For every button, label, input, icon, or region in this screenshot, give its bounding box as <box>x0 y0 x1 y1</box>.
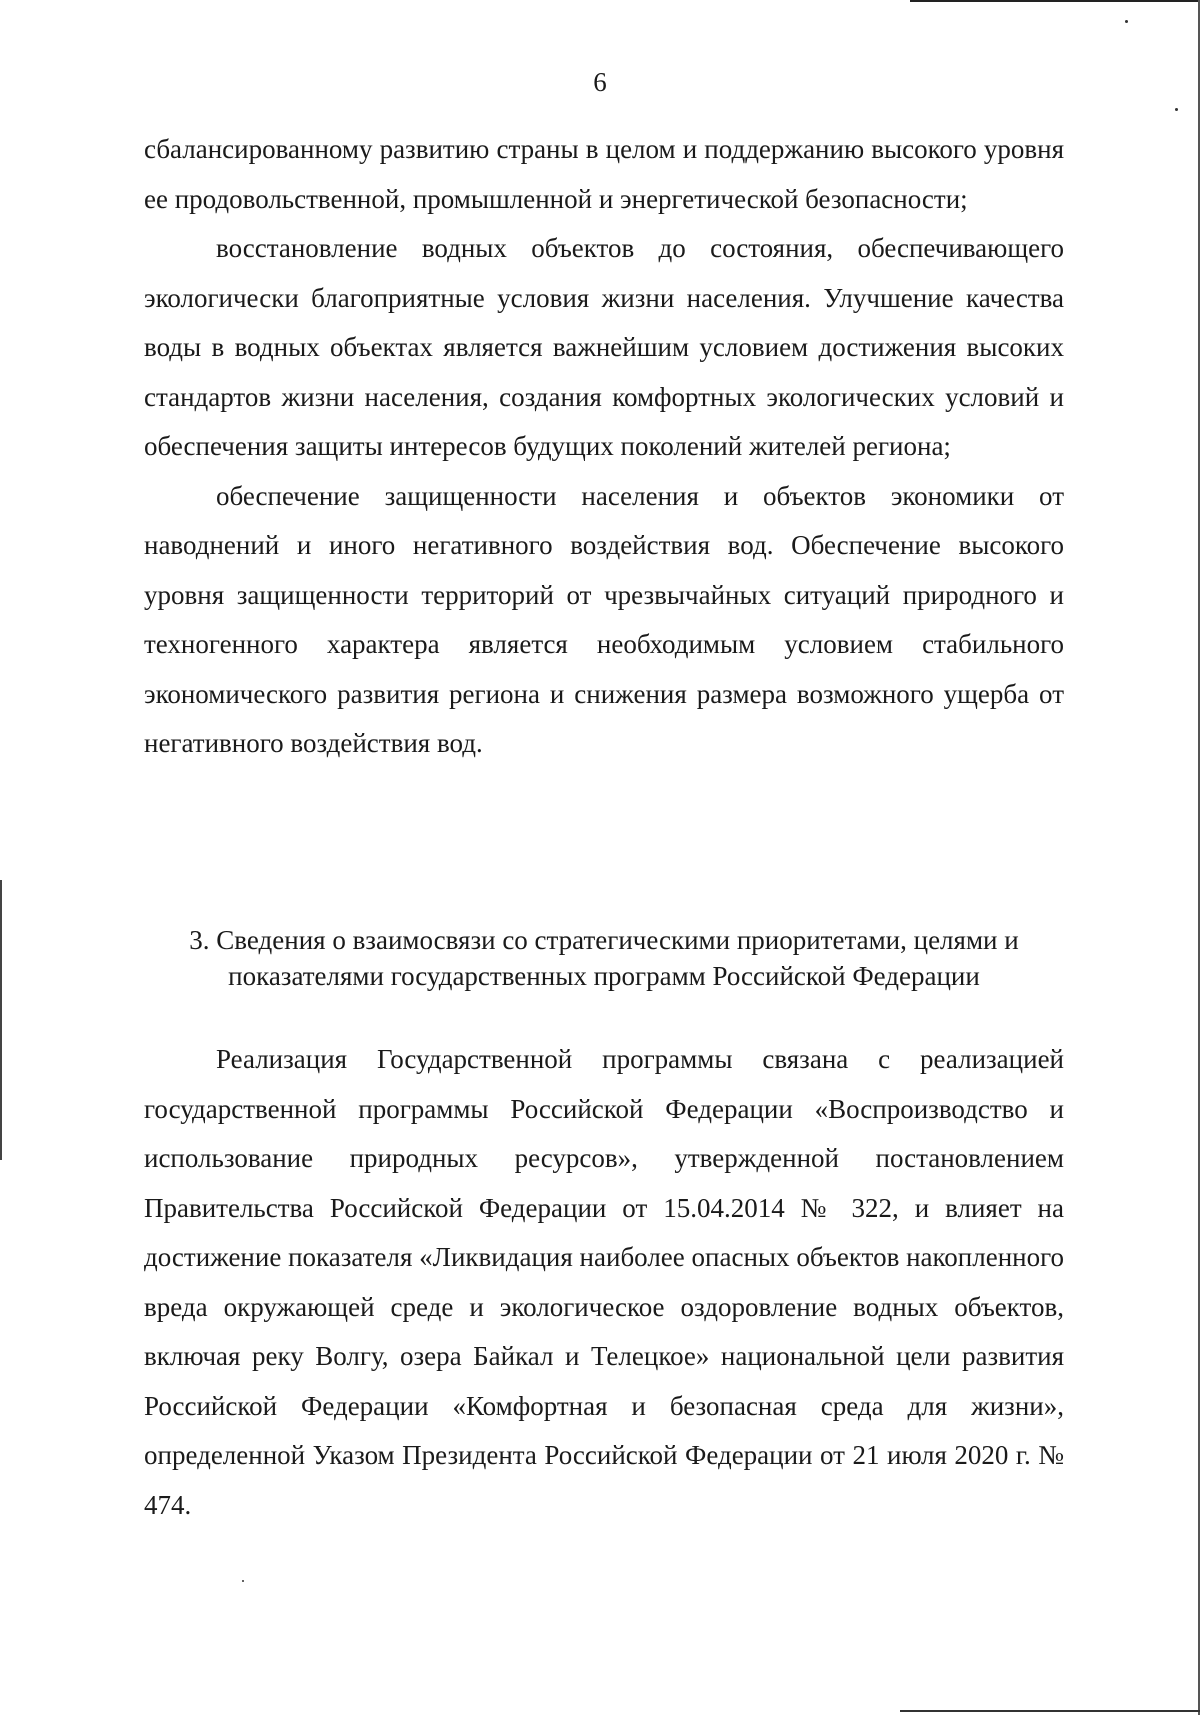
scan-speck <box>1175 108 1178 111</box>
paragraph: обеспечение защищенности населения и объектов экономики от наводнений и иного негативного воздействия вод. Обеспечение высокого уровня защищенности территорий от чрезвычайных ситуаций природного и техногенного характера является необходимым условием стабильного экономического развития региона и снижения размера возможного ущерба от негативного воздействия вод. <box>144 480 1064 758</box>
section-heading-line-1: 3. Сведения о взаимосвязи со стратегическими приоритетами, целями и <box>189 925 1019 955</box>
body-text-block-1 <box>144 125 1064 769</box>
paragraph: восстановление водных объектов до состояния, обеспечивающего экологически благоприятные условия жизни населения. Улучшение качества воды в водных объектах является важнейшим условием достижения высоких стандартов жизни населения, создания комфортных экологических условий и обеспечения защиты интересов будущих поколений жителей региона; <box>144 233 1064 461</box>
paragraph: Реализация Государственной программы связана с реализацией государственной программы Российской Федерации «Воспроизводство и использование природных ресурсов», утвержденной постановлением Правительства Российской Федерации от 15.04.2014 № 322, и влияет на достижение показателя «Ликвидация наиболее опасных объектов накопленного вреда окружающей среде и экологическое оздоровление водных объектов, включая реку Волгу, озера Байкал и Телецкое» национальной цели развития Российской Федерации «Комфортная и безопасная среда для жизни», определенной Указом Президента Российской Федерации от 21 июля 2020 г. № 474. <box>144 1044 1064 1520</box>
page-number: 6 <box>593 67 607 97</box>
scan-speck <box>1125 20 1128 23</box>
body-text-block-2 <box>144 1035 1064 1530</box>
scan-artifact-bottom-line <box>900 1710 1200 1712</box>
section-heading <box>144 922 1064 994</box>
scan-artifact-top-line <box>910 0 1200 2</box>
section-heading-line-2: показателями государственных программ Российской Федерации <box>228 961 980 991</box>
scan-speck <box>242 1580 244 1582</box>
paragraph: сбалансированному развитию страны в целом и поддержанию высокого уровня ее продовольственной, промышленной и энергетической безопасности; <box>144 134 1064 214</box>
scan-artifact-left-edge <box>0 880 2 1160</box>
